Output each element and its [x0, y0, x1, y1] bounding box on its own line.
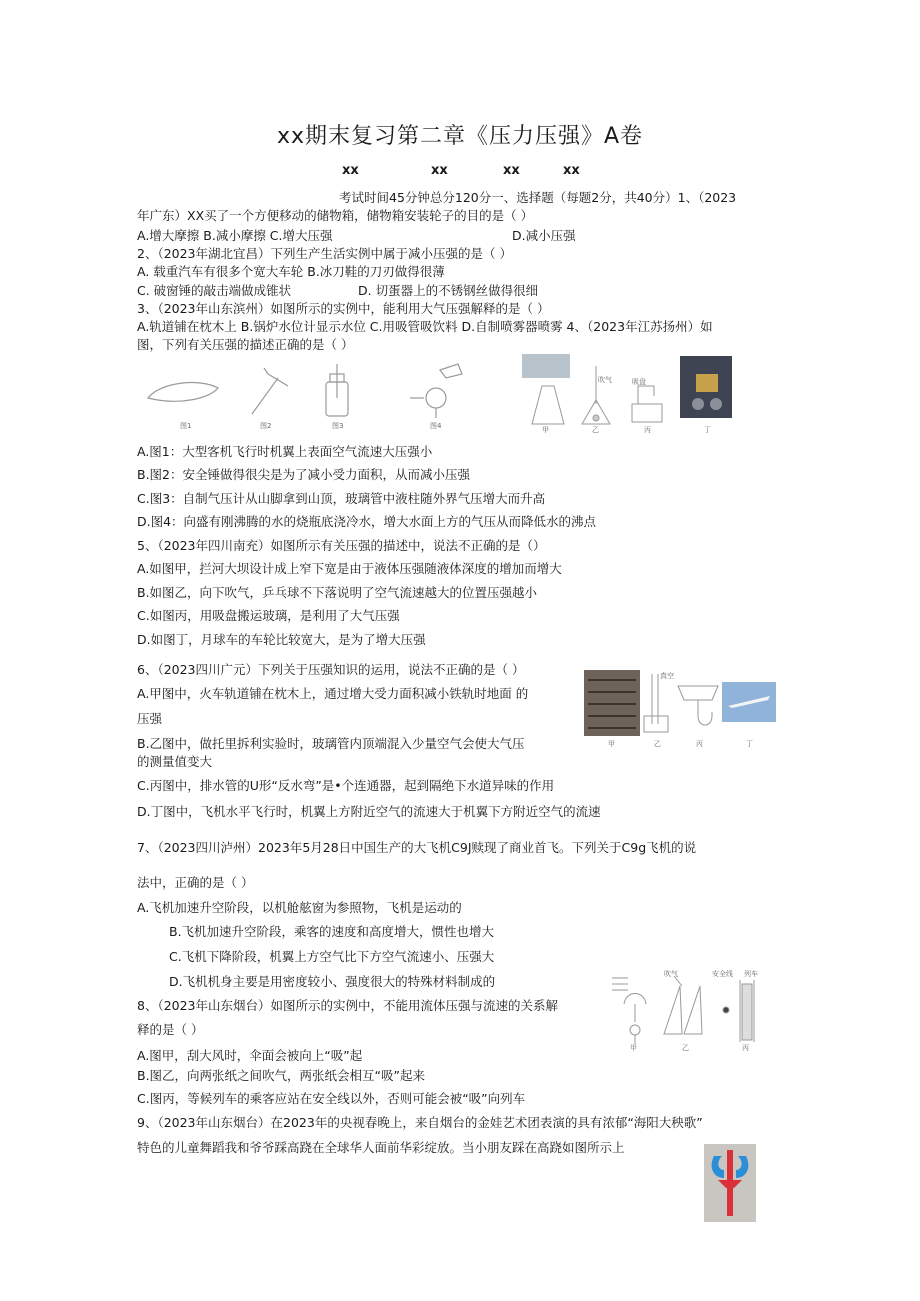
- q5-caption-2: 乙: [592, 426, 599, 434]
- q8-caption-3: 丙: [742, 1044, 749, 1052]
- sink-trap-figure: [678, 686, 718, 725]
- dam-cross-section: [532, 386, 564, 424]
- q2-option-d: D. 切蛋器上的不锈钢丝做得很细: [358, 283, 539, 298]
- q8-figures: [608, 964, 773, 1052]
- q7-stem-cont: 法中，正确的是（ ）: [137, 875, 254, 890]
- q4-option-b: B.图2：安全锤做得很尖是为了减小受力面积，从而减小压强: [137, 467, 471, 482]
- q5-figures: [520, 352, 735, 434]
- q4-figures: [140, 358, 470, 430]
- q6-caption-4: 丁: [746, 740, 753, 748]
- q8-option-b: B.图乙，向两张纸之间吹气，两张纸会相互“吸”起来: [137, 1068, 426, 1083]
- author-4: xx: [563, 163, 580, 178]
- q4-option-a: A.图1：大型客机飞行时机翼上表面空气流速大压强小: [137, 444, 433, 459]
- q5-caption-4: 丁: [704, 426, 711, 434]
- q8-label-train: 列车: [744, 970, 758, 978]
- q7-option-d: D.飞机机身主要是用密度较小、强度很大的特殊材料制成的: [169, 974, 496, 989]
- suction-cup-figure: [632, 386, 662, 422]
- q1-options-abc: A.增大摩擦 B.减小摩擦 C.增大压强: [137, 228, 333, 243]
- q2-option-c: C. 破窗锤的敲击端做成锥状: [137, 283, 292, 298]
- q6-label-vacuum: 真空: [660, 672, 674, 680]
- q9-stem: 9、（2023年山东烟台）在2023年的央视春晚上，来自烟台的金娃艺术团表演的具有浓郁“海阳大秧歌”: [137, 1115, 703, 1130]
- q1-option-d: D.减小压强: [512, 228, 576, 243]
- q8-stem: 8、（2023年山东烟台）如图所示的实例中，不能用流体压强与流速的关系解: [137, 998, 559, 1013]
- q5-label-suction: 吸盘: [632, 378, 646, 386]
- q4-caption-4: 图4: [430, 422, 442, 430]
- funnel-figure: [582, 366, 610, 424]
- q7-stem: 7、（2023四川泸州）2023年5月28日中国生产的大飞机C9J赎现了商业首飞。下列关于C9g飞机的说: [137, 840, 697, 855]
- q5-option-d: D.如图丁，月球车的车轮比较宽大，是为了增大压强: [137, 632, 426, 647]
- q4-caption-1: 图1: [180, 422, 192, 430]
- q6-option-b-cont: 的测量值变大: [137, 754, 213, 769]
- q8-option-c: C.图丙，等候列车的乘客应站在安全线以外，否则可能会被“吸”向列车: [137, 1091, 526, 1106]
- torricelli-tube-figure: [644, 674, 668, 732]
- q2-stem: 2、（2023年湖北宜昌）下列生产生活实例中属于减小压强的是（ ）: [137, 246, 512, 261]
- barometer-bottle-figure: [326, 364, 348, 416]
- q8-label-safety-line: 安全线: [712, 970, 733, 978]
- q5-option-c: C.如图丙，用吸盘搬运玻璃，是利用了大气压强: [137, 608, 400, 623]
- q6-option-b: B.乙图中，做托里拆利实验时，玻璃管内顶端混入少量空气会使大气压: [137, 736, 525, 751]
- flask-figure: [410, 364, 462, 418]
- q5-stem: 5、（2023年四川南充）如图所示有关压强的描述中，说法不正确的是（）: [137, 538, 546, 553]
- q3-options-q4-start: A.轨道铺在枕木上 B.锅炉水位计显示水位 C.用吸管吸饮料 D.自制喷雾器喷雾 4、（2023年江苏扬州）如: [137, 319, 713, 334]
- q6-option-a-cont: 压强: [137, 711, 163, 726]
- safety-hammer-figure: [252, 368, 288, 414]
- dam-photo: [522, 354, 570, 378]
- q5-option-a: A.如图甲，拦河大坝设计成上窄下宽是由于液体压强随液体深度的增加而增大: [137, 561, 562, 576]
- q4-option-d: D.图4：向盛有刚沸腾的水的烧瓶底浇冷水，增大水面上方的气压从而降低水的沸点: [137, 514, 597, 529]
- q7-option-a: A.飞机加速升空阶段，以机舱舷窗为参照物，飞机是运动的: [137, 900, 462, 915]
- q9-stem-cont: 特色的儿童舞蹈我和爷爷踩高跷在全球华人面前华彩绽放。当小朋友踩在高跷如图所示上: [137, 1140, 625, 1155]
- q7-option-c: C.飞机下降阶段，机翼上方空气比下方空气流速小、压强大: [169, 949, 495, 964]
- q2-options-ab: A. 载重汽车有很多个宽大车轮 B.冰刀鞋的刀刃做得很薄: [137, 264, 445, 279]
- q4-caption-2: 图2: [260, 422, 272, 430]
- q4-caption-3: 图3: [332, 422, 344, 430]
- stilt-photo: [704, 1144, 756, 1222]
- q4-stem: 图，下列有关压强的描述正确的是（ ）: [137, 337, 354, 352]
- exam-info-line: 考试时间45分钟总分120分一、选择题（每题2分，共40分）1、（2023: [339, 190, 737, 205]
- author-1: xx: [342, 163, 359, 178]
- page-title: xx期末复习第二章《压力压强》A卷: [276, 124, 644, 149]
- umbrella-figure: [612, 978, 646, 1044]
- author-2: xx: [431, 163, 448, 178]
- q6-option-a: A.甲图中，火车轨道铺在枕木上，通过增大受力面积减小铁轨时地面 的: [137, 686, 529, 701]
- q1-stem: 年广东）XX买了一个方便移动的储物箱，储物箱安装轮子的目的是（ ）: [137, 208, 534, 223]
- q6-caption-2: 乙: [654, 740, 661, 748]
- author-3: xx: [503, 163, 520, 178]
- q6-caption-1: 甲: [608, 740, 615, 748]
- q5-label-blow: 吹气: [598, 376, 612, 384]
- q8-stem-cont: 释的是（ ）: [137, 1022, 204, 1037]
- q6-option-c: C.丙图中，排水管的U形“反水弯”是•个连通器，起到隔绝下水道异味的作用: [137, 778, 555, 793]
- q6-stem: 6、（2023四川广元）下列关于压强知识的运用，说法不正确的是（ ）: [137, 662, 525, 677]
- paper-sheets-figure: [664, 976, 702, 1034]
- q6-figures: [582, 666, 778, 748]
- q5-caption-1: 甲: [542, 426, 549, 434]
- wing-profile-figure: [148, 383, 218, 402]
- q6-caption-3: 丙: [696, 740, 703, 748]
- q8-label-blow: 吹气: [664, 970, 678, 978]
- q7-option-b: B.飞机加速升空阶段，乘客的速度和高度增大，惯性也增大: [169, 924, 495, 939]
- q3-stem: 3、（2023年山东滨州）如图所示的实例中，能利用大气压强解释的是（ ）: [137, 301, 550, 316]
- train-platform-figure: [723, 980, 754, 1042]
- q8-caption-2: 乙: [682, 1044, 689, 1052]
- q6-option-d: D.丁图中，飞机水平飞行时，机翼上方附近空气的流速大于机翼下方附近空气的流速: [137, 804, 601, 819]
- q5-caption-3: 丙: [644, 426, 651, 434]
- q8-option-a: A.图甲，刮大风时，伞面会被向上“吸”起: [137, 1048, 363, 1063]
- q8-caption-1: 甲: [630, 1044, 637, 1052]
- q5-option-b: B.如图乙，向下吹气，乒乓球不下落说明了空气流速越大的位置压强越小: [137, 585, 538, 600]
- q4-option-c: C.图3：自制气压计从山脚拿到山顶，玻璃管中液柱随外界气压增大而升高: [137, 491, 546, 506]
